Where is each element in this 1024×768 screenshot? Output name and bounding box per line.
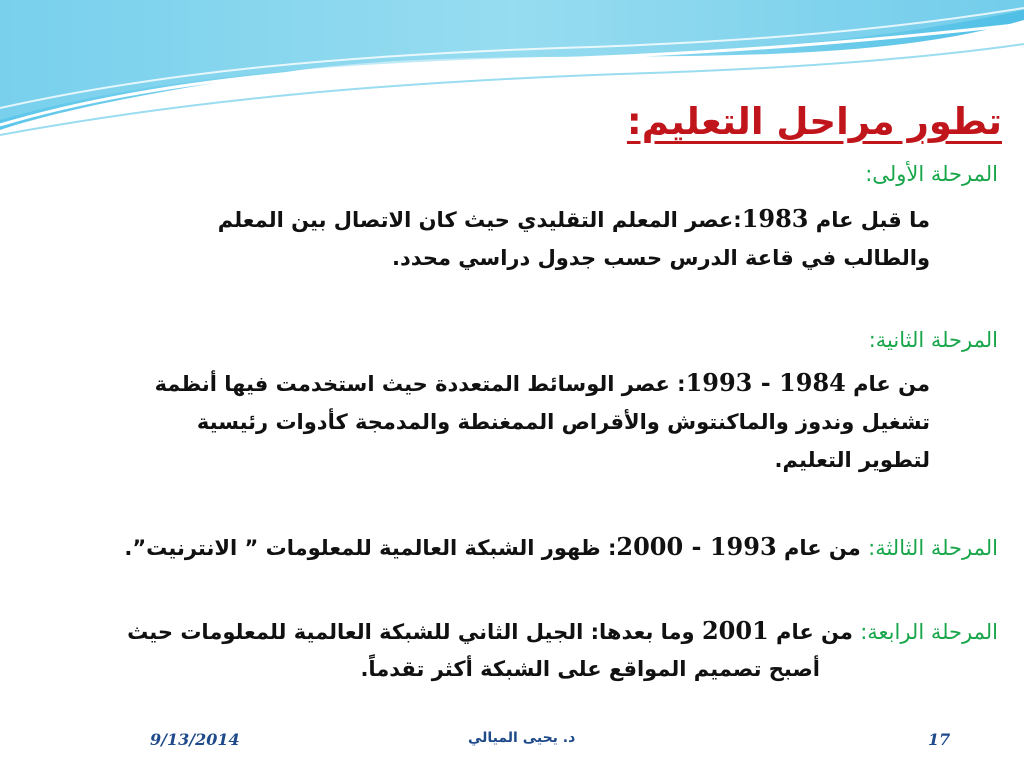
stage2-label: المرحلة الثانية: <box>868 328 998 352</box>
stage4-post: وما بعدها: الجيل الثاني للشبكة العالمية للمعلومات حيث <box>127 620 695 644</box>
stage1-post: :عصر المعلم التقليدي حيث كان الاتصال بين المعلم <box>217 208 742 232</box>
stage3-years: 1993 - 2000 <box>616 532 777 561</box>
footer-author: د. يحيى الميالي <box>468 730 576 746</box>
stage4-year: 2001 <box>701 616 769 645</box>
stage4-text <box>360 650 820 688</box>
stage4-section <box>127 612 998 651</box>
footer-date: 9/13/2014 <box>150 730 240 749</box>
stage1-text <box>218 200 930 277</box>
stage3-pre: من عام <box>783 536 861 560</box>
stage1-label: المرحلة الأولى: <box>865 162 998 186</box>
stage4-pre: من عام <box>776 620 853 644</box>
stage3-section <box>124 528 998 567</box>
stage2-section <box>869 328 998 352</box>
stage2-post: : عصر الوسائط المتعددة حيث استخدمت فيها أنظمة <box>154 372 686 396</box>
stage1-year: 1983 <box>741 204 809 233</box>
stage2-years: 1984 - 1993 <box>685 368 846 397</box>
slide-title: تطور مراحل التعليم: <box>626 100 1002 143</box>
stage4-label: المرحلة الرابعة: <box>860 620 998 644</box>
stage2-text <box>155 364 930 479</box>
stage2-line3: لتطوير التعليم. <box>774 448 930 472</box>
stage4-line1 <box>127 612 998 651</box>
footer-page-number: 17 <box>928 730 951 749</box>
stage1-line1 <box>218 200 930 239</box>
stage1-pre: ما قبل عام <box>815 208 930 232</box>
stage2-line2: تشغيل وندوز والماكنتوش والأقراص الممغنطة والمدمجة كأدوات رئيسية <box>196 410 930 434</box>
stage3-line <box>124 528 998 567</box>
stage2-line1 <box>155 364 930 403</box>
stage2-pre: من عام <box>853 372 930 396</box>
stage1-line2: والطالب في قاعة الدرس حسب جدول دراسي محدد. <box>391 246 930 270</box>
stage4-line2: أصبح تصميم المواقع على الشبكة أكثر تقدماً. <box>360 657 820 681</box>
stage3-post: : ظهور الشبكة العالمية للمعلومات ” الانترنيت”. <box>124 536 617 560</box>
stage3-label: المرحلة الثالثة: <box>868 536 998 560</box>
stage1-section <box>865 162 998 186</box>
